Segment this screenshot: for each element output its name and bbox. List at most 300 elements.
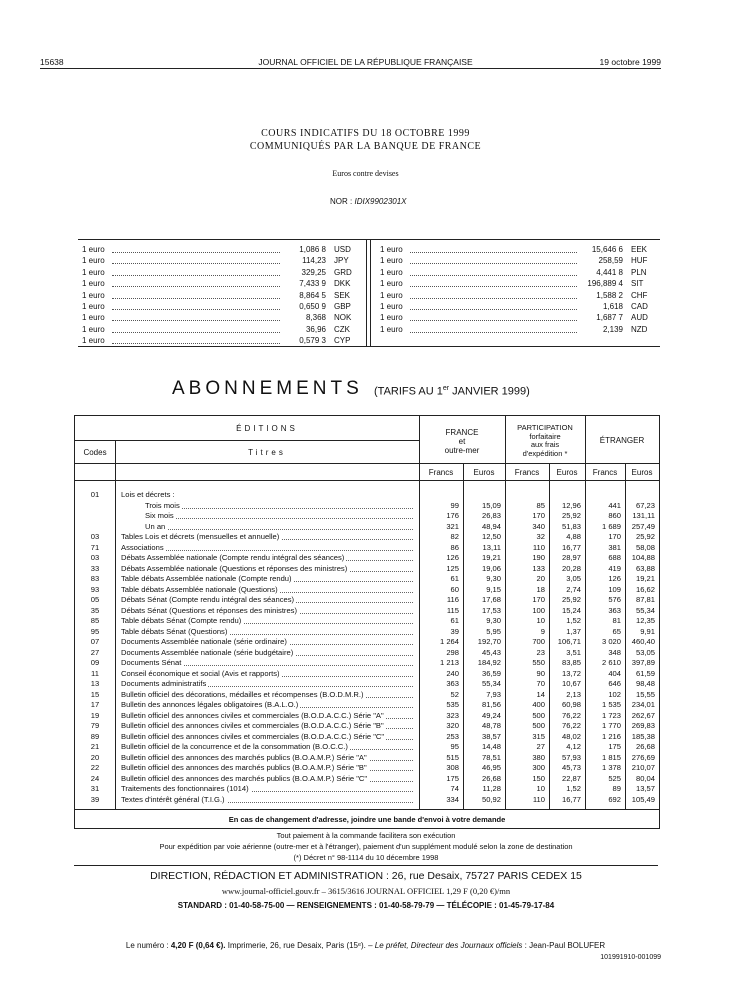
row-value: 78,51	[481, 752, 501, 762]
row-code: 20	[90, 752, 100, 762]
rate-label: 1 euro	[82, 324, 105, 334]
row-value: 550	[532, 658, 545, 667]
row-value: 15,09	[481, 500, 501, 510]
row-code: 01	[90, 490, 100, 499]
header-rule	[40, 68, 661, 69]
row-value: 22,87	[561, 773, 581, 783]
row-value: 55,34	[635, 605, 655, 615]
row-title: Bulletin officiel des annonces civiles et commerciales (B.O.D.A.C.C.) Série "A"	[121, 710, 384, 720]
rate-row	[78, 255, 362, 266]
row-value: 419	[608, 563, 621, 573]
row-value: 363	[608, 605, 621, 615]
rate-label: 1 euro	[380, 256, 403, 266]
row-value: 860	[608, 511, 621, 520]
row-code: 11	[91, 668, 99, 678]
row-code: 19	[90, 710, 100, 720]
direction-web: www.journal-officiel.gouv.fr – 3615/3616 JOURNAL OFFICIEL 1,29 F (0,20 €)/mn	[221, 886, 511, 896]
header-francs: Francs	[592, 468, 618, 477]
rate-value: 258,59	[598, 256, 623, 266]
rate-label: 1 euro	[380, 279, 403, 289]
row-value: 90	[536, 668, 545, 678]
rate-currency: CYP	[334, 336, 351, 346]
row-value: 190	[532, 553, 545, 562]
footnote-payment: Tout paiement à la commande facilitera son exécution	[276, 831, 456, 840]
row-value: 1,52	[566, 784, 581, 793]
rate-currency: CHF	[631, 290, 648, 300]
row-title: Textes d'intérêt général (T.I.G.)	[121, 794, 225, 804]
row-title: Bulletin des annonces légales obligatoires (B.A.L.O.)	[121, 700, 299, 709]
row-value: 55,34	[481, 679, 501, 688]
row-value: 60	[450, 584, 459, 594]
rate-currency: USD	[334, 245, 351, 254]
rate-row	[376, 244, 660, 255]
table-row	[75, 679, 659, 689]
table-row	[75, 763, 659, 773]
row-value: 1,52	[566, 616, 581, 625]
row-divider	[75, 463, 659, 464]
row-value: 1,37	[566, 626, 581, 636]
rate-row	[78, 312, 362, 323]
row-value: 116	[446, 595, 459, 604]
row-value: 170	[532, 595, 545, 604]
row-value: 576	[608, 595, 621, 604]
row-value: 11,28	[482, 784, 501, 793]
row-value: 1 689	[601, 521, 621, 531]
row-value: 257,49	[631, 521, 655, 531]
dot-leader	[410, 332, 577, 333]
row-value: 48,78	[481, 721, 501, 730]
row-code: 22	[90, 763, 100, 772]
row-value: 53,05	[635, 647, 655, 657]
table-row	[75, 700, 659, 710]
row-value: 19,21	[635, 574, 655, 583]
row-value: 23	[536, 647, 545, 657]
row-value: 441	[608, 500, 621, 510]
row-code: 05	[90, 595, 100, 604]
row-value: 2,13	[566, 689, 581, 699]
rate-label: 1 euro	[82, 256, 105, 266]
row-value: 61,59	[635, 668, 655, 678]
row-value: 176	[446, 511, 459, 520]
row-code: 07	[90, 637, 100, 646]
row-title: Bulletin officiel de la concurrence et de la consommation (B.O.C.C.)	[121, 742, 348, 751]
table-row	[75, 795, 659, 805]
row-value: 19,06	[481, 563, 501, 573]
subscriptions-table	[74, 415, 660, 829]
row-value: 57,93	[561, 752, 581, 762]
row-value: 300	[532, 763, 545, 772]
row-value: 16,77	[561, 542, 581, 552]
row-code: 03	[90, 553, 100, 562]
tarifs-end: JANVIER 1999)	[452, 385, 530, 398]
row-title: Table débats Sénat (Compte rendu)	[121, 616, 242, 625]
rate-value: 36,96	[305, 324, 326, 334]
rate-row	[78, 267, 362, 278]
rate-value: 1,588 2	[596, 290, 623, 300]
footer-text-b: Imprimerie, 26, rue Desaix, Paris (15ᵉ). –	[225, 941, 375, 950]
row-title: Associations	[121, 542, 164, 552]
table-row	[75, 574, 659, 584]
table-row	[75, 564, 659, 574]
journal-title: JOURNAL OFFICIEL DE LA RÉPUBLIQUE FRANÇAISE	[258, 57, 473, 67]
row-value: 100	[532, 605, 545, 615]
row-value: 70	[536, 679, 545, 688]
rate-label: 1 euro	[380, 313, 403, 323]
row-title: Débats Sénat (Compte rendu intégral des séances)	[121, 595, 295, 604]
rate-row	[376, 312, 660, 323]
row-value: 1 723	[601, 710, 621, 720]
row-value: 2,74	[566, 584, 581, 594]
rate-currency: DKK	[334, 279, 351, 289]
row-title: Bulletin officiel des décorations, médailles et récompenses (B.O.D.M.R.)	[121, 689, 364, 699]
rate-value: 196,889 4	[587, 279, 623, 289]
table-row	[75, 658, 659, 668]
row-value: 86	[450, 542, 459, 552]
row-value: 363	[446, 679, 459, 688]
dot-leader	[155, 508, 413, 509]
row-title: Table débats Assemblée nationale (Questions)	[121, 584, 278, 594]
row-value: 253	[446, 731, 459, 741]
row-divider	[75, 440, 419, 441]
rate-label: 1 euro	[82, 245, 105, 254]
rate-label: 1 euro	[380, 301, 403, 311]
row-value: 184,92	[477, 658, 501, 667]
table-row	[75, 690, 659, 700]
row-value: 20	[536, 574, 545, 583]
table-row	[75, 606, 659, 616]
row-value: 12,50	[481, 532, 501, 541]
row-value: 38,57	[481, 731, 501, 741]
row-value: 45,73	[561, 763, 581, 772]
row-value: 500	[532, 710, 545, 720]
table-row	[75, 753, 659, 763]
rate-currency: CZK	[334, 324, 350, 334]
row-value: 9,15	[486, 584, 501, 594]
row-value: 535	[446, 700, 459, 709]
rate-row	[376, 267, 660, 278]
footer-imprint	[0, 941, 731, 950]
row-value: 298	[446, 647, 459, 657]
table-row	[75, 648, 659, 658]
rate-row	[376, 278, 660, 289]
dot-leader	[112, 343, 280, 344]
row-value: 9,91	[640, 626, 655, 636]
nor-label: NOR :	[330, 197, 353, 206]
rate-value: 114,23	[302, 256, 326, 266]
row-code: 15	[90, 689, 100, 699]
row-value: 125	[446, 563, 459, 573]
row-value: 1 216	[601, 731, 621, 741]
rate-value: 0,650 9	[299, 301, 326, 311]
rates-separator	[366, 240, 367, 346]
rate-currency: EEK	[631, 245, 648, 254]
footer-text-c: Le préfet, Directeur des Journaux officiels	[374, 941, 523, 950]
nor-line	[330, 197, 407, 206]
row-title: Lois et décrets :	[121, 490, 175, 499]
header-euros: Euros	[556, 468, 578, 477]
row-value: 109	[608, 584, 621, 594]
row-title: Trois mois	[145, 500, 180, 510]
row-value: 104,88	[631, 553, 655, 562]
table-row	[75, 627, 659, 637]
row-value: 185,38	[631, 731, 655, 741]
row-value: 10,67	[561, 679, 581, 688]
row-value: 1 264	[439, 637, 459, 646]
direction-phones: STANDARD : 01-40-58-75-00 — RENSEIGNEMENTS : 01-40-58-79-79 — TÉLÉCOPIE : 01-45-79-17-84	[177, 901, 555, 910]
rate-row	[376, 255, 660, 266]
table-row	[75, 774, 659, 784]
direction-address: DIRECTION, RÉDACTION ET ADMINISTRATION : 26, rue Desaix, 75727 PARIS CEDEX 15	[150, 870, 582, 882]
row-title: Conseil économique et social (Avis et rapports)	[121, 668, 280, 678]
row-divider	[75, 809, 659, 810]
footnote-air: Pour expédition par voie aérienne (outre-mer et à l'étranger), paiement d'un supplément modulé selon la zone de destination	[159, 842, 573, 851]
row-value: 2 610	[601, 658, 621, 667]
rate-currency: JPY	[334, 256, 349, 266]
rate-currency: AUD	[631, 313, 648, 323]
row-value: 76,22	[561, 710, 581, 720]
row-value: 60,98	[561, 700, 581, 709]
rate-value: 4,441 8	[596, 267, 623, 277]
footer-text-a: Le numéro :	[125, 941, 171, 950]
row-value: 646	[608, 679, 621, 688]
rate-row	[376, 290, 660, 301]
row-code: 79	[90, 721, 100, 730]
row-value: 18	[536, 584, 545, 594]
rate-label: 1 euro	[380, 290, 403, 300]
row-value: 58,08	[635, 542, 655, 552]
header-etranger: ÉTRANGER	[599, 436, 645, 445]
row-value: 315	[532, 731, 545, 741]
row-value: 32	[536, 532, 545, 541]
row-code: 83	[90, 574, 100, 583]
row-value: 15,55	[635, 689, 655, 699]
row-title: Bulletin officiel des annonces des marchés publics (B.O.A.M.P.) Série "C"	[121, 773, 368, 783]
row-value: 4,88	[566, 532, 581, 541]
rate-value: 329,25	[301, 267, 326, 277]
rate-row	[78, 324, 362, 335]
dot-leader	[112, 286, 280, 287]
row-code: 03	[90, 532, 100, 541]
row-value: 82	[450, 532, 459, 541]
dot-leader	[112, 320, 280, 321]
table-row	[75, 490, 659, 500]
row-value: 15,24	[561, 605, 581, 615]
footer-price: 4,20 F (0,64 €).	[170, 941, 226, 950]
address-change-notice: En cas de changement d'adresse, joindre une bande d'envoi à votre demande	[228, 815, 506, 824]
row-value: 334	[446, 794, 459, 804]
table-row	[75, 511, 659, 521]
row-value: 234,01	[631, 700, 655, 709]
dot-leader	[112, 275, 280, 276]
row-code: 27	[90, 647, 100, 657]
rate-value: 1,687 7	[596, 313, 623, 323]
table-row	[75, 595, 659, 605]
row-value: 700	[532, 637, 545, 646]
row-title: Table débats Assemblée nationale (Compte rendu)	[121, 574, 292, 583]
table-row	[75, 669, 659, 679]
tarifs-sup: er	[442, 385, 450, 392]
row-code: 21	[90, 742, 100, 751]
row-value: 99	[450, 500, 459, 510]
footer-text-d: : Jean-Paul BOLUFER	[522, 941, 606, 950]
rate-value: 15,646 6	[591, 245, 623, 254]
row-value: 175	[446, 773, 459, 783]
row-value: 7,93	[486, 689, 501, 699]
row-value: 262,67	[631, 710, 655, 720]
rate-value: 1,618	[602, 301, 623, 311]
table-row	[75, 721, 659, 731]
header-france: FRANCE et outre-mer	[444, 428, 480, 455]
rate-row	[376, 324, 660, 335]
row-value: 106,71	[557, 637, 581, 646]
row-value: 81	[612, 616, 621, 625]
row-value: 48,94	[481, 521, 501, 531]
dot-leader	[131, 550, 413, 551]
row-title: Six mois	[145, 511, 174, 520]
row-code: 85	[90, 616, 100, 625]
row-value: 52	[450, 689, 459, 699]
dot-leader	[410, 263, 577, 264]
rate-currency: GBP	[334, 301, 351, 311]
row-value: 102	[608, 689, 621, 699]
row-code: 89	[90, 731, 100, 741]
row-title: Un an	[145, 521, 166, 531]
row-title: Table débats Sénat (Questions)	[121, 626, 228, 636]
row-value: 14,48	[481, 742, 501, 751]
row-value: 500	[532, 721, 545, 730]
row-value: 3 020	[601, 637, 621, 646]
rates-separator	[370, 240, 371, 346]
rates-subtitle: Euros contre devises	[332, 169, 399, 178]
row-title: Débats Assemblée nationale (Questions et réponses des ministres)	[121, 563, 348, 573]
row-value: 308	[446, 763, 459, 772]
row-value: 3,05	[566, 574, 581, 583]
row-value: 9,30	[486, 574, 501, 583]
row-value: 170	[608, 532, 621, 541]
row-code: 24	[90, 773, 100, 783]
row-value: 25,92	[635, 532, 655, 541]
row-value: 110	[532, 794, 545, 804]
row-title: Documents Assemblée nationale (série ordinaire)	[121, 637, 287, 646]
rate-label: 1 euro	[380, 324, 403, 334]
header-participation: PARTICIPATION forfaitaire aux frais d'expédition *	[517, 423, 573, 458]
row-value: 192,70	[477, 637, 501, 646]
rates-right-column	[376, 244, 660, 335]
row-code: 93	[90, 584, 100, 594]
dot-leader	[112, 332, 280, 333]
row-value: 45,43	[481, 647, 501, 657]
row-value: 269,83	[631, 721, 655, 730]
dot-leader	[112, 263, 280, 264]
row-value: 85	[536, 500, 545, 510]
rate-label: 1 euro	[82, 313, 105, 323]
row-value: 80,04	[635, 773, 655, 783]
row-code: 39	[90, 794, 100, 804]
row-value: 26,83	[481, 511, 501, 520]
row-value: 17,53	[481, 605, 501, 615]
rate-label: 1 euro	[82, 336, 105, 346]
row-value: 25,92	[561, 511, 581, 520]
row-value: 460,40	[631, 637, 655, 646]
rate-row	[78, 278, 362, 289]
row-value: 1 770	[601, 721, 621, 730]
row-title: Débats Assemblée nationale (Compte rendu intégral des séances)	[121, 553, 345, 562]
row-value: 61	[450, 574, 459, 583]
row-code: 35	[90, 605, 100, 615]
row-value: 276,69	[631, 752, 655, 762]
table-row	[75, 742, 659, 752]
rate-row	[78, 335, 362, 346]
row-value: 98,48	[635, 679, 655, 688]
rate-value: 8,368	[305, 313, 326, 323]
row-code: 13	[90, 679, 100, 688]
row-value: 323	[446, 710, 459, 720]
row-value: 9	[540, 626, 545, 636]
tarifs-label	[374, 385, 530, 398]
row-title: Bulletin officiel des annonces civiles et commerciales (B.O.D.A.C.C.) Série "C"	[121, 731, 385, 741]
row-value: 10	[536, 784, 545, 793]
row-value: 89	[612, 784, 621, 793]
rate-label: 1 euro	[82, 267, 105, 277]
row-value: 210,07	[631, 763, 655, 772]
row-value: 87,81	[635, 595, 655, 604]
row-value: 5,95	[486, 626, 501, 636]
row-value: 63,88	[635, 563, 655, 573]
row-title: Tables Lois et décrets (mensuelles et annuelle)	[121, 532, 280, 541]
table-row	[75, 616, 659, 626]
table-row	[75, 553, 659, 563]
table-row	[75, 732, 659, 742]
table-row	[75, 585, 659, 595]
rate-row	[376, 301, 660, 312]
row-value: 13,57	[635, 784, 655, 793]
table-row	[75, 637, 659, 647]
rate-row	[78, 244, 362, 255]
row-value: 16,77	[561, 794, 581, 804]
row-value: 525	[608, 773, 621, 783]
rates-title-1: COURS INDICATIFS DU 18 OCTOBRE 1999	[261, 128, 470, 139]
row-value: 50,92	[481, 794, 501, 804]
header-francs: Francs	[428, 468, 454, 477]
row-value: 1 815	[601, 752, 621, 762]
row-title: Bulletin officiel des annonces des marchés publics (B.O.A.M.P.) Série "A"	[121, 752, 367, 762]
nor-value: IDIX9902301X	[354, 197, 407, 206]
row-code: 17	[90, 700, 100, 709]
row-value: 340	[532, 521, 545, 531]
row-code: 09	[90, 658, 100, 667]
row-value: 12,96	[561, 500, 581, 510]
row-value: 13,11	[482, 542, 501, 552]
rate-currency: PLN	[631, 267, 647, 277]
row-value: 16,62	[635, 584, 655, 594]
row-value: 131,11	[632, 511, 655, 520]
row-title: Bulletin officiel des annonces des marchés publics (B.O.A.M.P.) Série "B"	[121, 763, 367, 772]
exchange-rates-box	[78, 239, 660, 347]
page-number: 15638	[40, 57, 64, 67]
dot-leader	[410, 309, 577, 310]
row-value: 46,95	[481, 763, 501, 772]
row-value: 76,22	[561, 721, 581, 730]
row-value: 688	[608, 553, 621, 562]
rate-row	[78, 290, 362, 301]
row-code: 31	[90, 784, 100, 793]
row-title: Documents Assemblée nationale (série budgétaire)	[121, 647, 294, 657]
row-divider	[75, 480, 659, 481]
row-title: Débats Sénat (Questions et réponses des ministres)	[121, 605, 298, 615]
rate-currency: SIT	[631, 279, 644, 289]
rate-currency: GRD	[334, 267, 352, 277]
row-value: 83,85	[561, 658, 581, 667]
